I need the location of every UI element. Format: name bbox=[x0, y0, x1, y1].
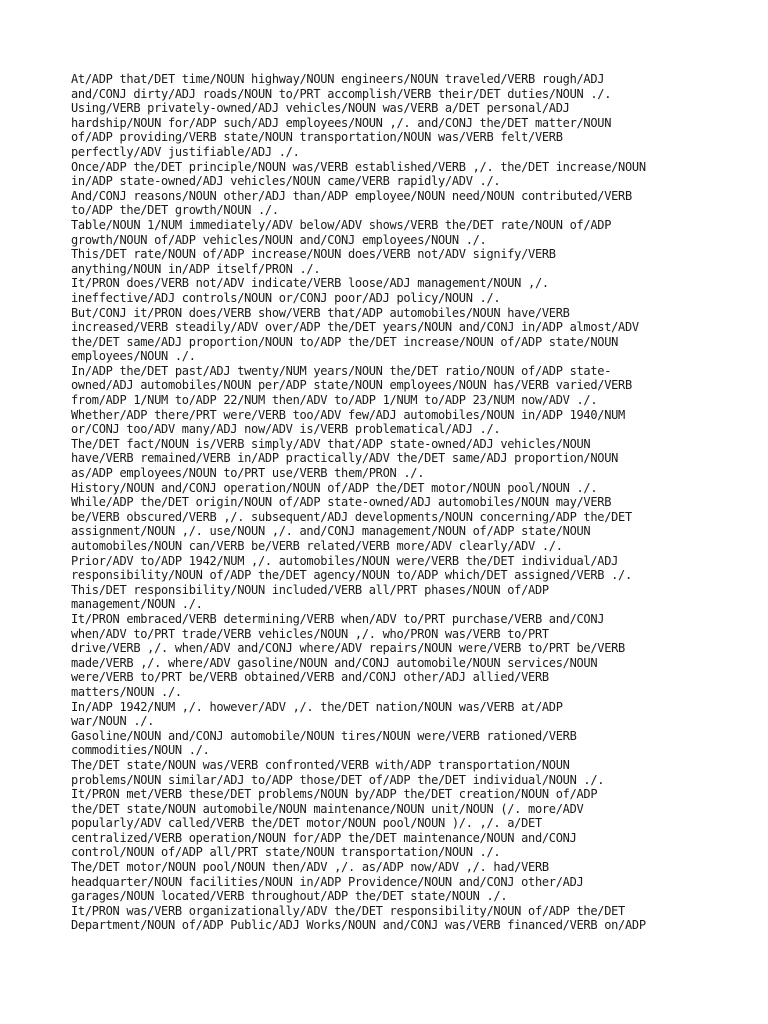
text-line: from/ADP 1/NUM to/ADP 22/NUM then/ADV to/ADP 1/NUM to/ADP 23/NUM now/ADV ./. bbox=[71, 393, 598, 408]
text-line: Gasoline/NOUN and/CONJ automobile/NOUN tires/NOUN were/VERB rationed/VERB bbox=[71, 728, 577, 743]
text-line: made/VERB ,/. where/ADV gasoline/NOUN and/CONJ automobile/NOUN services/NOUN bbox=[71, 655, 598, 670]
text-line: matters/NOUN ./. bbox=[71, 684, 182, 699]
text-line: owned/ADJ automobiles/NOUN per/ADP state/NOUN employees/NOUN has/VERB varied/VERB bbox=[71, 378, 632, 393]
text-line: war/NOUN ./. bbox=[71, 714, 155, 729]
text-line: in/ADP state-owned/ADJ vehicles/NOUN came/VERB rapidly/ADV ./. bbox=[71, 174, 501, 189]
text-line: The/DET fact/NOUN is/VERB simply/ADV that/ADP state-owned/ADJ vehicles/NOUN bbox=[71, 436, 591, 451]
text-line: garages/NOUN located/VERB throughout/ADP the/DET state/NOUN ./. bbox=[71, 889, 508, 904]
text-line: It/PRON does/VERB not/ADV indicate/VERB loose/ADJ management/NOUN ,/. bbox=[71, 276, 549, 291]
text-line: It/PRON was/VERB organizationally/ADV the/DET responsibility/NOUN of/ADP the/DET bbox=[71, 903, 625, 918]
text-line: commodities/NOUN ./. bbox=[71, 743, 210, 758]
text-line: control/NOUN of/ADP all/PRT state/NOUN transportation/NOUN ./. bbox=[71, 845, 501, 860]
text-line: employees/NOUN ./. bbox=[71, 349, 196, 364]
text-line: automobiles/NOUN can/VERB be/VERB related/VERB more/ADV clearly/ADV ./. bbox=[71, 539, 563, 553]
text-line: And/CONJ reasons/NOUN other/ADJ than/ADP employee/NOUN need/NOUN contributed/VERB bbox=[71, 188, 632, 203]
text-line: In/ADP 1942/NUM ,/. however/ADV ,/. the/DET nation/NOUN was/VERB at/ADP bbox=[71, 699, 563, 714]
text-line: History/NOUN and/CONJ operation/NOUN of/ADP the/DET motor/NOUN pool/NOUN ./. bbox=[71, 480, 598, 495]
text-line: It/PRON embraced/VERB determining/VERB when/ADV to/PRT purchase/VERB and/CONJ bbox=[71, 611, 605, 626]
text-line: This/DET rate/NOUN of/ADP increase/NOUN does/VERB not/ADV signify/VERB bbox=[71, 247, 556, 262]
text-line: The/DET motor/NOUN pool/NOUN then/ADV ,/. as/ADP now/ADV ,/. had/VERB bbox=[71, 860, 549, 875]
text-line: It/PRON met/VERB these/DET problems/NOUN by/ADP the/DET creation/NOUN of/ADP bbox=[71, 787, 598, 802]
text-line: hardship/NOUN for/ADP such/ADJ employees/NOUN ,/. and/CONJ the/DET matter/NOUN bbox=[71, 115, 612, 130]
text-line: perfectly/ADV justifiable/ADJ ./. bbox=[71, 144, 300, 159]
text-line: ineffective/ADJ controls/NOUN or/CONJ poor/ADJ policy/NOUN ./. bbox=[71, 290, 501, 305]
text-line: increased/VERB steadily/ADV over/ADP the/DET years/NOUN and/CONJ in/ADP almost/ADV bbox=[71, 320, 639, 335]
text-line: Table/NOUN 1/NUM immediately/ADV below/ADV shows/VERB the/DET rate/NOUN of/ADP bbox=[71, 217, 612, 232]
text-line: problems/NOUN similar/ADJ to/ADP those/DET of/ADP the/DET individual/NOUN ./. bbox=[71, 772, 605, 787]
text-line: management/NOUN ./. bbox=[71, 597, 203, 612]
text-line: when/ADV to/PRT trade/VERB vehicles/NOUN ,/. who/PRON was/VERB to/PRT bbox=[71, 626, 549, 641]
text-line: and/CONJ dirty/ADJ roads/NOUN to/PRT accomplish/VERB their/DET duties/NOUN ./. bbox=[71, 86, 612, 101]
text-line: This/DET responsibility/NOUN included/VERB all/PRT phases/NOUN of/ADP bbox=[71, 582, 549, 597]
text-line: Department/NOUN of/ADP Public/ADJ Works/NOUN and/CONJ was/VERB financed/VERB on/ADP bbox=[71, 918, 646, 933]
text-line: drive/VERB ,/. when/ADV and/CONJ where/ADV repairs/NOUN were/VERB to/PRT be/VERB bbox=[71, 641, 625, 656]
text-line: Prior/ADV to/ADP 1942/NUM ,/. automobiles/NOUN were/VERB the/DET individual/ADJ bbox=[71, 553, 619, 568]
text-line: Once/ADP the/DET principle/NOUN was/VERB established/VERB ,/. the/DET increase/NOUN bbox=[71, 159, 646, 174]
text-line: centralized/VERB operation/NOUN for/ADP the/DET maintenance/NOUN and/CONJ bbox=[71, 830, 577, 845]
text-line: growth/NOUN of/ADP vehicles/NOUN and/CONJ employees/NOUN ./. bbox=[71, 232, 487, 247]
text-line: were/VERB to/PRT be/VERB obtained/VERB and/CONJ other/ADJ allied/VERB bbox=[71, 670, 549, 685]
text-line: or/CONJ too/ADV many/ADJ now/ADV is/VERB problematical/ADJ ./. bbox=[71, 422, 501, 437]
text-line: have/VERB remained/VERB in/ADP practically/ADV the/DET same/ADJ proportion/NOUN bbox=[71, 451, 619, 466]
text-line: In/ADP the/DET past/ADJ twenty/NUM years/NOUN the/DET ratio/NOUN of/ADP state- bbox=[71, 363, 612, 378]
text-line: anything/NOUN in/ADP itself/PRON ./. bbox=[71, 261, 321, 276]
text-line: responsibility/NOUN of/ADP the/DET agency/NOUN to/ADP which/DET assigned/VERB ./. bbox=[71, 568, 632, 583]
document-page bbox=[71, 72, 711, 933]
text-line: But/CONJ it/PRON does/VERB show/VERB that/ADP automobiles/NOUN have/VERB bbox=[71, 305, 570, 320]
text-line: be/VERB obscured/VERB ,/. subsequent/ADJ developments/NOUN concerning/ADP the/DET bbox=[71, 509, 632, 524]
text-line: headquarter/NOUN facilities/NOUN in/ADP Providence/NOUN and/CONJ other/ADJ bbox=[71, 874, 584, 889]
text-line: Whether/ADP there/PRT were/VERB too/ADV few/ADJ automobiles/NOUN in/ADP 1940/NUM bbox=[71, 407, 625, 422]
text-line: While/ADP the/DET origin/NOUN of/ADP state-owned/ADJ automobiles/NOUN may/VERB bbox=[71, 495, 612, 510]
text-line: the/DET state/NOUN automobile/NOUN maintenance/NOUN unit/NOUN (/. more/ADV bbox=[71, 801, 584, 816]
text-line: popularly/ADV called/VERB the/DET motor/NOUN pool/NOUN )/. ,/. a/DET bbox=[71, 816, 542, 831]
text-line: of/ADP providing/VERB state/NOUN transportation/NOUN was/VERB felt/VERB bbox=[71, 130, 563, 145]
text-line: assignment/NOUN ,/. use/NOUN ,/. and/CONJ management/NOUN of/ADP state/NOUN bbox=[71, 524, 591, 539]
text-line: to/ADP the/DET growth/NOUN ./. bbox=[71, 203, 279, 218]
text-line: as/ADP employees/NOUN to/PRT use/VERB them/PRON ./. bbox=[71, 466, 425, 481]
text-line: Using/VERB privately-owned/ADJ vehicles/NOUN was/VERB a/DET personal/ADJ bbox=[71, 101, 570, 116]
text-line: The/DET state/NOUN was/VERB confronted/VERB with/ADP transportation/NOUN bbox=[71, 757, 570, 772]
text-line: At/ADP that/DET time/NOUN highway/NOUN engineers/NOUN traveled/VERB rough/ADJ bbox=[71, 72, 605, 86]
text-line: the/DET same/ADJ proportion/NOUN to/ADP the/DET increase/NOUN of/ADP state/NOUN bbox=[71, 334, 619, 349]
